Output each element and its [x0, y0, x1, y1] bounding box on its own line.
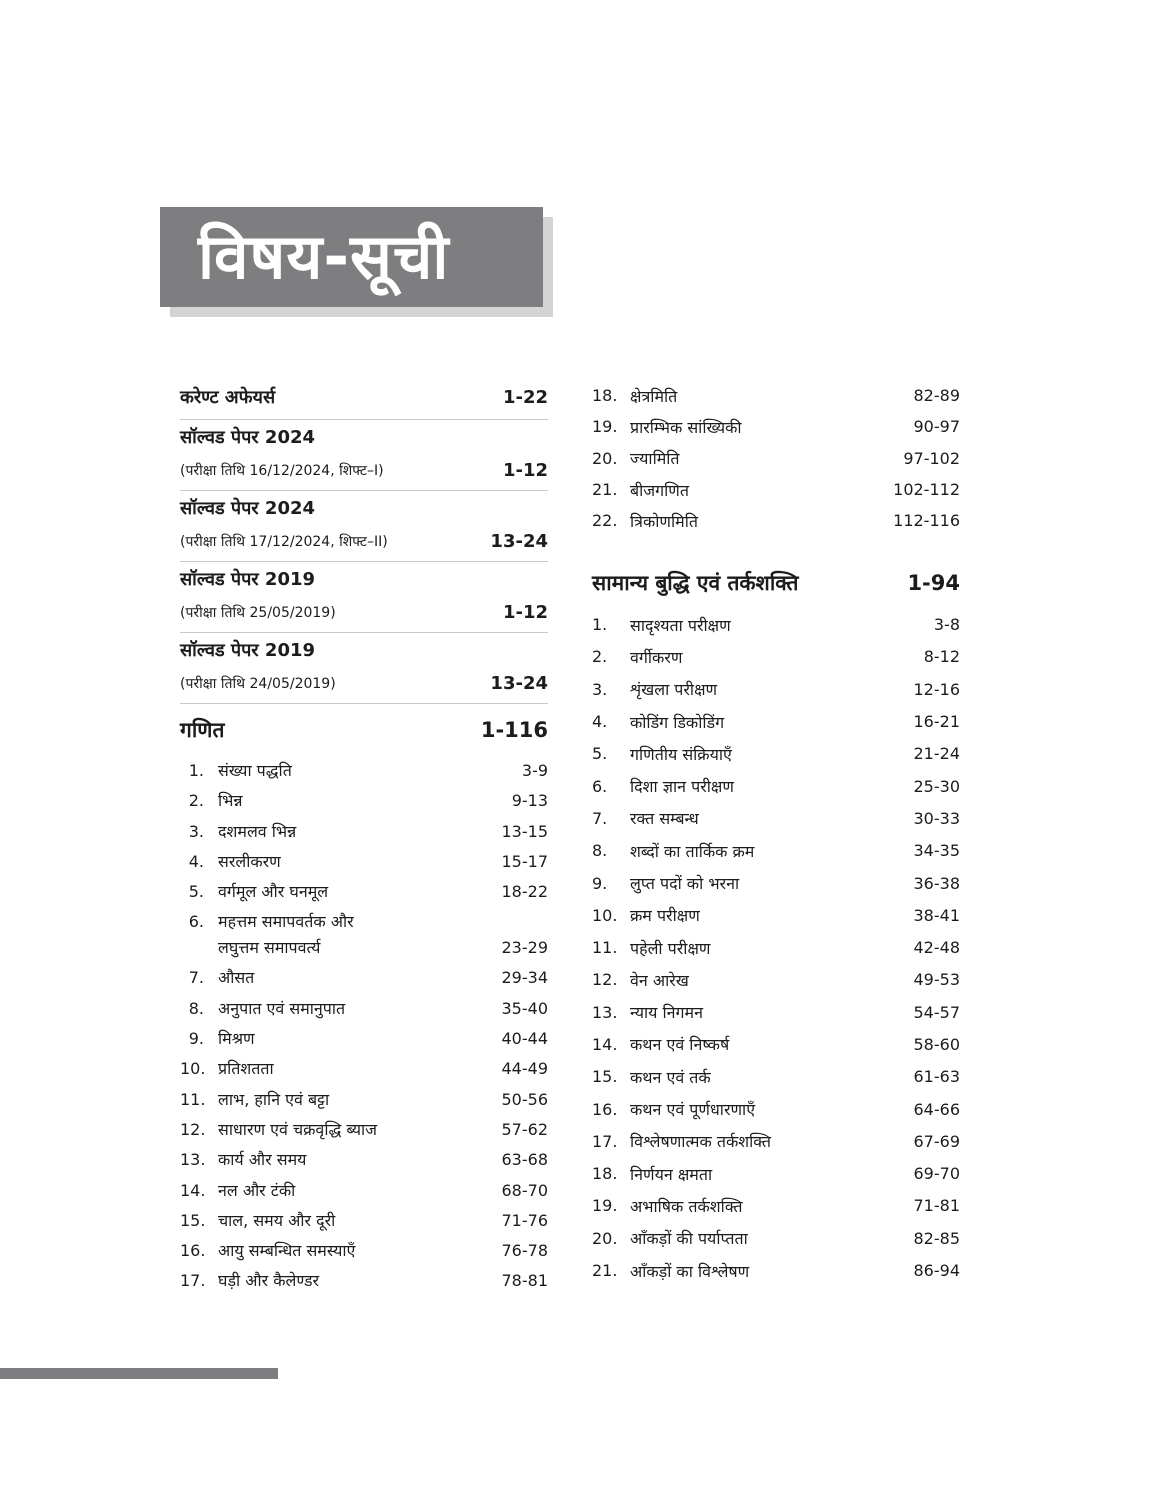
item-pages: 69-70 — [913, 1164, 960, 1184]
footer-decorative-bar — [0, 1368, 278, 1379]
item-number: 1. — [592, 615, 608, 635]
item-number: 11. — [180, 1089, 206, 1109]
item-name: घड़ी और कैलेण्डर — [218, 1271, 320, 1291]
toc-item[interactable] — [180, 1266, 548, 1296]
toc-item[interactable] — [180, 786, 548, 816]
item-name: बीजगणित — [630, 480, 689, 500]
item-pages: 97-102 — [903, 448, 960, 468]
item-name: वर्गीकरण — [630, 647, 683, 667]
toc-item[interactable] — [180, 1176, 548, 1206]
toc-item[interactable] — [592, 641, 960, 673]
item-name: लुप्त पदों को भरना — [630, 874, 740, 893]
item-pages: 44-49 — [501, 1059, 548, 1079]
toc-item[interactable] — [180, 963, 548, 993]
toc-item[interactable] — [592, 1254, 960, 1286]
toc-item[interactable] — [180, 877, 548, 907]
item-number: 12. — [180, 1119, 206, 1139]
toc-item[interactable] — [180, 1085, 548, 1115]
entry-pages: 13-24 — [490, 530, 548, 552]
toc-item[interactable] — [592, 1061, 960, 1093]
item-number: 14. — [180, 1180, 206, 1200]
item-name: ज्यामिति — [630, 449, 680, 469]
item-name: संख्या पद्धति — [218, 761, 292, 780]
item-name: दिशा ज्ञान परीक्षण — [630, 777, 734, 797]
item-number: 8. — [188, 998, 204, 1018]
item-number: 3. — [592, 679, 608, 699]
toc-item[interactable] — [180, 1145, 548, 1175]
toc-item[interactable] — [180, 847, 548, 877]
item-pages: 13-15 — [501, 821, 548, 841]
item-pages: 34-35 — [913, 841, 960, 861]
item-pages: 78-81 — [501, 1271, 548, 1291]
item-number: 12. — [592, 970, 618, 990]
section-heading-math[interactable] — [180, 704, 548, 756]
item-number: 20. — [592, 448, 618, 468]
item-name: वेन आरेख — [630, 970, 689, 990]
item-name: गणितीय संक्रियाएँ — [630, 744, 732, 764]
item-pages: 82-85 — [913, 1228, 960, 1248]
toc-item[interactable] — [592, 835, 960, 867]
item-number: 21. — [592, 1261, 618, 1281]
toc-entry-current-affairs[interactable] — [180, 380, 548, 420]
toc-item[interactable] — [592, 474, 960, 505]
item-pages: 64-66 — [913, 1099, 960, 1119]
item-pages: 29-34 — [501, 968, 548, 988]
toc-item[interactable] — [592, 802, 960, 834]
entry-subtitle: (परीक्षा तिथि 17/12/2024, शिफ्ट–II) — [180, 533, 388, 550]
entry-pages: 13-24 — [490, 672, 548, 694]
toc-item[interactable] — [180, 994, 548, 1024]
item-pages: 112-116 — [893, 511, 960, 531]
item-name: साधारण एवं चक्रवृद्धि ब्याज — [218, 1119, 377, 1139]
right-column — [592, 380, 960, 1287]
section-pages: 1-116 — [480, 718, 548, 742]
item-name: शृंखला परीक्षण — [630, 680, 718, 700]
entry-title: सॉल्वड पेपर 2024 — [180, 427, 316, 448]
toc-item[interactable] — [592, 443, 960, 474]
item-name: मिश्रण — [218, 1029, 255, 1049]
toc-item[interactable] — [592, 899, 960, 931]
item-number: 13. — [592, 1002, 618, 1022]
item-name: भिन्न — [218, 791, 243, 811]
item-name: रक्त सम्बन्ध — [630, 809, 699, 829]
toc-item[interactable] — [592, 867, 960, 899]
item-name: पहेली परीक्षण — [630, 938, 711, 958]
toc-entry-solved-paper[interactable] — [180, 562, 548, 633]
item-name: कथन एवं निष्कर्ष — [630, 1035, 730, 1055]
item-pages: 61-63 — [913, 1067, 960, 1087]
item-pages: 12-16 — [913, 679, 960, 699]
item-number: 8. — [592, 841, 608, 861]
item-number: 15. — [180, 1210, 206, 1230]
item-name: क्रम परीक्षण — [630, 906, 700, 926]
item-number: 4. — [188, 851, 204, 871]
item-pages: 18-22 — [501, 882, 548, 902]
toc-item[interactable] — [592, 1028, 960, 1060]
item-number: 9. — [188, 1029, 204, 1049]
toc-item[interactable] — [180, 1236, 548, 1266]
item-pages: 90-97 — [913, 417, 960, 437]
toc-item[interactable] — [180, 1054, 548, 1084]
toc-item[interactable] — [592, 1190, 960, 1222]
toc-entry-solved-paper[interactable] — [180, 420, 548, 491]
item-name: कार्य और समय — [218, 1150, 307, 1170]
item-pages: 68-70 — [501, 1180, 548, 1200]
item-pages: 3-8 — [933, 615, 960, 635]
item-number: 18. — [592, 1164, 618, 1184]
item-pages: 76-78 — [501, 1241, 548, 1261]
section-title: सामान्य बुद्धि एवं तर्कशक्ति — [592, 571, 799, 596]
toc-item[interactable] — [592, 608, 960, 640]
item-pages: 86-94 — [913, 1261, 960, 1281]
item-number: 10. — [180, 1059, 206, 1079]
item-pages: 50-56 — [501, 1089, 548, 1109]
item-pages: 35-40 — [501, 998, 548, 1018]
item-name: चाल, समय और दूरी — [218, 1210, 336, 1230]
toc-item[interactable] — [592, 505, 960, 536]
item-number: 1. — [188, 761, 204, 780]
item-pages: 57-62 — [501, 1119, 548, 1139]
toc-item[interactable] — [592, 931, 960, 963]
item-number: 18. — [592, 386, 618, 406]
item-pages: 40-44 — [501, 1029, 548, 1049]
toc-item[interactable] — [180, 1024, 548, 1054]
toc-item[interactable] — [592, 996, 960, 1028]
item-pages: 21-24 — [913, 744, 960, 764]
item-name: वर्गमूल और घनमूल — [218, 882, 329, 902]
toc-entry-solved-paper[interactable] — [180, 491, 548, 562]
item-pages: 38-41 — [913, 905, 960, 925]
item-name: प्रतिशतता — [218, 1059, 274, 1079]
item-number: 17. — [180, 1271, 206, 1291]
item-pages: 49-53 — [913, 970, 960, 990]
item-pages: 102-112 — [893, 480, 960, 500]
item-number: 19. — [592, 1196, 618, 1216]
entry-title: सॉल्वड पेपर 2019 — [180, 640, 316, 661]
entry-pages: 1-12 — [502, 601, 548, 623]
item-name: आँकड़ों की पर्याप्तता — [630, 1229, 748, 1249]
toc-item[interactable] — [592, 1093, 960, 1125]
item-number: 17. — [592, 1131, 618, 1151]
item-number: 9. — [592, 873, 608, 893]
toc-item[interactable] — [592, 1125, 960, 1157]
item-number: 6. — [188, 912, 204, 932]
toc-item[interactable] — [592, 411, 960, 442]
item-pages: 82-89 — [913, 386, 960, 406]
item-name: विश्लेषणात्मक तर्कशक्ति — [630, 1132, 772, 1152]
item-pages: 71-76 — [501, 1210, 548, 1230]
entry-title: सॉल्वड पेपर 2019 — [180, 569, 316, 590]
item-name: लाभ, हानि एवं बट्टा — [218, 1089, 330, 1109]
page-title: विषय-सूची — [160, 207, 543, 307]
toc-item[interactable] — [180, 756, 548, 786]
toc-item[interactable] — [592, 964, 960, 996]
toc-item[interactable] — [592, 770, 960, 802]
item-number: 16. — [592, 1099, 618, 1119]
section-heading-reasoning[interactable] — [592, 558, 960, 608]
item-number: 6. — [592, 776, 608, 796]
item-name: त्रिकोणमिति — [630, 511, 698, 531]
item-pages: 9-13 — [511, 791, 548, 811]
item-number: 4. — [592, 712, 608, 732]
toc-item[interactable] — [592, 1222, 960, 1254]
item-number: 22. — [592, 511, 618, 531]
item-pages: 58-60 — [913, 1034, 960, 1054]
toc-item[interactable] — [592, 1158, 960, 1190]
item-number: 15. — [592, 1067, 618, 1087]
item-number: 11. — [592, 938, 618, 958]
item-pages: 71-81 — [913, 1196, 960, 1216]
item-pages: 16-21 — [913, 712, 960, 732]
item-name: नल और टंकी — [218, 1180, 296, 1200]
item-number: 5. — [592, 744, 608, 764]
item-pages: 15-17 — [501, 851, 548, 871]
toc-item[interactable] — [180, 907, 548, 963]
item-name: आयु सम्बन्धित समस्याएँ — [218, 1241, 356, 1261]
item-name: आँकड़ों का विश्लेषण — [630, 1261, 750, 1281]
entry-subtitle: (परीक्षा तिथि 25/05/2019) — [180, 604, 336, 621]
item-name: अनुपात एवं समानुपात — [218, 998, 346, 1018]
left-column — [180, 380, 548, 1297]
item-number: 20. — [592, 1228, 618, 1248]
item-name: निर्णयन क्षमता — [630, 1164, 713, 1184]
item-pages: 30-33 — [913, 808, 960, 828]
item-pages: 42-48 — [913, 938, 960, 958]
item-pages: 8-12 — [923, 647, 960, 667]
item-number: 7. — [592, 808, 608, 828]
toc-item[interactable] — [592, 705, 960, 737]
item-name: सादृश्यता परीक्षण — [630, 615, 731, 635]
item-number: 21. — [592, 480, 618, 500]
item-name: अभाषिक तर्कशक्ति — [630, 1196, 743, 1216]
item-name: दशमलव भिन्न — [218, 821, 297, 841]
item-number: 16. — [180, 1241, 206, 1261]
toc-item[interactable] — [180, 1206, 548, 1236]
item-pages: 54-57 — [913, 1002, 960, 1022]
item-name: प्रारम्भिक सांख्यिकी — [630, 417, 742, 437]
toc-item[interactable] — [592, 738, 960, 770]
toc-entry-solved-paper[interactable] — [180, 633, 548, 704]
item-name: शब्दों का तार्किक क्रम — [630, 841, 755, 861]
item-number: 7. — [188, 968, 204, 988]
item-name: कथन एवं पूर्णधारणाएँ — [630, 1100, 756, 1120]
entry-subtitle: (परीक्षा तिथि 24/05/2019) — [180, 675, 336, 692]
entry-pages: 1-22 — [502, 386, 548, 408]
item-number: 10. — [592, 905, 618, 925]
toc-item[interactable] — [180, 817, 548, 847]
item-number: 19. — [592, 417, 618, 437]
item-name: न्याय निगमन — [630, 1003, 703, 1023]
section-title: गणित — [180, 718, 225, 742]
item-number: 3. — [188, 821, 204, 841]
toc-item[interactable] — [592, 380, 960, 411]
item-name: औसत — [218, 968, 255, 988]
toc-item[interactable] — [592, 673, 960, 705]
item-name: कथन एवं तर्क — [630, 1067, 711, 1087]
item-name: कोडिंग डिकोडिंग — [630, 712, 725, 732]
item-name: महत्तम समापवर्तक और लघुत्तम समापवर्त्य — [218, 912, 354, 958]
item-pages: 25-30 — [913, 776, 960, 796]
item-number: 14. — [592, 1034, 618, 1054]
entry-title: करेण्ट अफेयर्स — [180, 387, 276, 408]
toc-item[interactable] — [180, 1115, 548, 1145]
item-number: 13. — [180, 1150, 206, 1170]
item-number: 5. — [188, 882, 204, 902]
item-pages: 3-9 — [521, 761, 548, 780]
item-pages: 23-29 — [501, 938, 548, 958]
item-number: 2. — [188, 791, 204, 811]
item-number: 2. — [592, 647, 608, 667]
item-pages: 63-68 — [501, 1150, 548, 1170]
item-pages: 67-69 — [913, 1131, 960, 1151]
entry-title: सॉल्वड पेपर 2024 — [180, 498, 316, 519]
item-name: सरलीकरण — [218, 851, 281, 871]
item-pages: 36-38 — [913, 873, 960, 893]
entry-pages: 1-12 — [502, 459, 548, 481]
item-name: क्षेत्रमिति — [630, 386, 678, 406]
section-pages: 1-94 — [907, 571, 960, 596]
entry-subtitle: (परीक्षा तिथि 16/12/2024, शिफ्ट–I) — [180, 462, 384, 479]
